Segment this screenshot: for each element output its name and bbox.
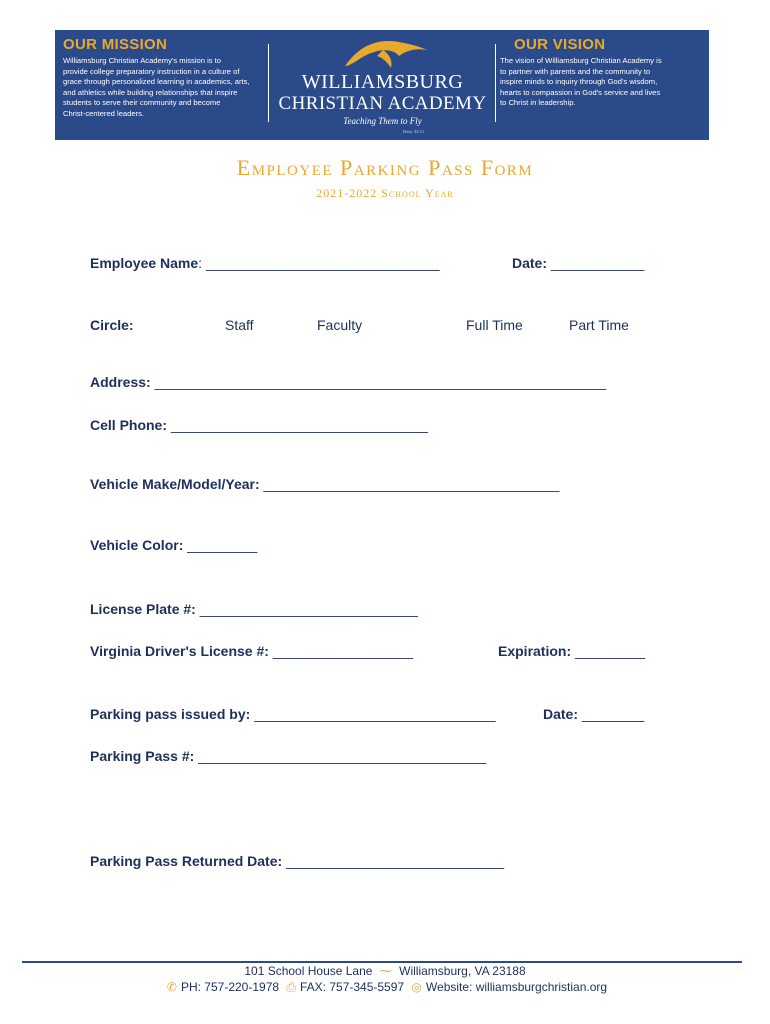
bird-icon: ⁓ (379, 964, 392, 978)
circle-option-full-time[interactable]: Full Time (466, 317, 523, 333)
footer-website[interactable]: Website: williamsburgchristian.org (425, 980, 608, 994)
banner-divider-right (495, 44, 496, 122)
employee-name-field[interactable]: Employee Name: ______________________________ (90, 255, 440, 271)
returned-date-field[interactable]: Parking Pass Returned Date: ____________________________ (90, 853, 505, 869)
circle-label: Circle: (90, 317, 134, 333)
issued-by-field[interactable]: Parking pass issued by: _______________________________ (90, 706, 496, 722)
cell-phone-field[interactable]: Cell Phone: _________________________________ (90, 417, 428, 433)
drivers-license-field[interactable]: Virginia Driver's License #: __________________ (90, 643, 413, 659)
mission-text: Williamsburg Christian Academy's mission is to provide college preparatory instruction in a culture of grace through personalized learning in academics, arts, and athletics while building relationships that inspire students to serve their community and become Christ-centered leaders. (63, 56, 250, 118)
globe-icon: ◎ (411, 980, 422, 994)
address-field[interactable]: Address: __________________________________________________________ (90, 374, 607, 390)
footer-phone: PH: 757-220-1978 (180, 980, 280, 994)
form-subtitle: 2021-2022 School Year (316, 186, 454, 200)
banner-divider-left (268, 44, 269, 122)
header-banner (55, 30, 709, 140)
vision-text: The vision of Williamsburg Christian Academy is to partner with parents and the community to inspire minds to inquiry through God's wisdom, hearts to compassion in God's service and lives to Christ in leadership. (500, 56, 662, 107)
date-field[interactable]: Date: ____________ (512, 255, 645, 271)
school-name-line2: CHRISTIAN ACADEMY (278, 93, 487, 114)
vision-block (500, 36, 705, 109)
vehicle-color-field[interactable]: Vehicle Color: _________ (90, 537, 258, 553)
license-plate-field[interactable]: License Plate #: ____________________________ (90, 601, 418, 617)
circle-option-staff[interactable]: Staff (225, 317, 254, 333)
form-title: Employee Parking Pass Form (236, 155, 534, 180)
school-name-line1: WILLIAMSBURG (301, 71, 464, 93)
phone-icon: ✆ (166, 980, 177, 994)
footer-divider (22, 961, 742, 963)
issued-date-field[interactable]: Date: ________ (543, 706, 645, 722)
mission-heading: OUR MISSION (63, 36, 168, 53)
pass-number-field[interactable]: Parking Pass #: _____________________________________ (90, 748, 487, 764)
circle-option-part-time[interactable]: Part Time (569, 317, 629, 333)
footer-city: Williamsburg, VA 23188 (399, 964, 526, 978)
footer-fax: FAX: 757-345-5597 (300, 980, 405, 994)
circle-option-faculty[interactable]: Faculty (317, 317, 363, 333)
verse-reference: Deut. 32:11 (403, 129, 425, 134)
vehicle-field[interactable]: Vehicle Make/Model/Year: ______________________________________ (90, 476, 560, 492)
vision-heading: OUR VISION (514, 36, 606, 53)
footer-address (0, 964, 770, 978)
mission-block (63, 36, 268, 119)
expiration-field[interactable]: Expiration: _________ (498, 643, 646, 659)
fax-icon: ⎙ (286, 980, 296, 994)
school-tagline: Teaching Them to Fly (343, 116, 422, 126)
school-logo (275, 34, 490, 138)
footer-street: 101 School House Lane (244, 964, 373, 978)
eagle-logo-icon (337, 36, 429, 72)
footer-contact (0, 980, 770, 995)
